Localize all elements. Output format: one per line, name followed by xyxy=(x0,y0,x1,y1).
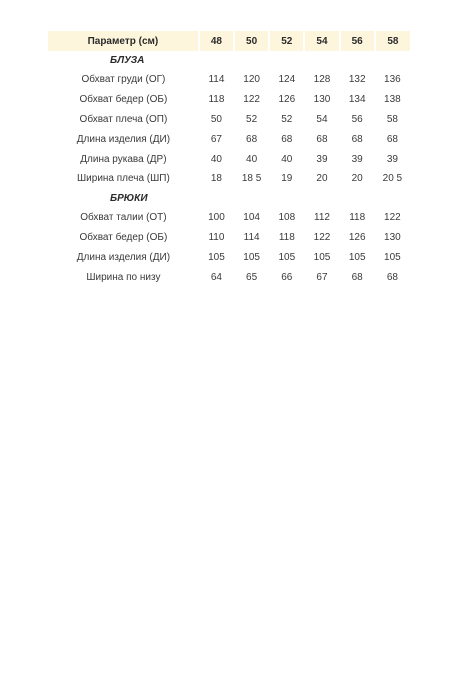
size-value-cell: 122 xyxy=(243,94,260,106)
size-chart-header xyxy=(48,31,410,51)
param-label: Длина изделия (ДИ) xyxy=(76,133,171,145)
size-value-cell: 20 xyxy=(351,173,363,185)
size-value-cell: 118 xyxy=(278,231,295,243)
table-row xyxy=(48,90,410,110)
size-value-cell: 68 xyxy=(351,271,363,283)
section-title: БРЮКИ xyxy=(110,192,148,204)
section-row xyxy=(48,189,410,208)
size-value-cell: 39 xyxy=(386,153,398,165)
table-row xyxy=(48,149,410,169)
size-value-cell: 126 xyxy=(348,231,366,243)
size-value-cell: 105 xyxy=(278,251,296,263)
size-value-cell: 20 xyxy=(316,173,328,185)
param-label: Ширина по низу xyxy=(86,271,161,283)
size-value-cell: 128 xyxy=(313,74,331,86)
section-row xyxy=(48,51,410,70)
table-row xyxy=(48,110,410,130)
size-value-cell: 130 xyxy=(313,94,331,106)
size-value-cell: 39 xyxy=(351,153,363,165)
size-value-cell: 68 xyxy=(316,133,328,145)
size-value-cell: 58 xyxy=(386,113,398,125)
header-row xyxy=(48,31,410,51)
size-value-cell: 108 xyxy=(278,212,296,224)
size-column-header: 52 xyxy=(269,31,304,51)
size-value-cell: 40 xyxy=(281,153,293,165)
size-value-cell: 105 xyxy=(348,251,366,263)
size-value-cell: 67 xyxy=(210,133,222,145)
size-value-cell: 64 xyxy=(210,271,222,283)
param-label: Длина изделия (ДИ) xyxy=(76,251,171,263)
size-value-cell: 105 xyxy=(313,251,331,263)
size-value-cell: 112 xyxy=(314,212,330,224)
size-column-header: 50 xyxy=(234,31,269,51)
size-value-cell: 68 xyxy=(351,133,363,145)
size-value-cell: 134 xyxy=(348,94,366,106)
table-row xyxy=(48,208,410,228)
size-value-cell: 20 5 xyxy=(382,173,403,185)
size-value-cell: 122 xyxy=(313,231,331,243)
table-row xyxy=(48,70,410,90)
section-title: БЛУЗА xyxy=(110,55,145,66)
size-value-cell: 136 xyxy=(384,74,401,86)
size-value-cell: 56 xyxy=(351,113,363,125)
param-label: Обхват бедер (ОБ) xyxy=(79,94,168,106)
size-value-cell: 54 xyxy=(316,113,328,125)
table-row xyxy=(48,247,410,267)
param-label: Ширина плеча (ШП) xyxy=(77,173,170,185)
table-row xyxy=(48,267,410,287)
param-label: Обхват груди (ОГ) xyxy=(81,74,166,86)
size-value-cell: 122 xyxy=(384,212,401,224)
size-column-header: 56 xyxy=(340,31,375,51)
size-value-cell: 65 xyxy=(246,271,258,283)
size-value-cell: 126 xyxy=(278,94,296,106)
size-value-cell: 105 xyxy=(384,251,401,263)
table-row xyxy=(48,169,410,189)
size-value-cell: 118 xyxy=(349,212,366,224)
size-value-cell: 68 xyxy=(386,133,398,145)
size-value-cell: 40 xyxy=(210,153,222,165)
size-value-cell: 105 xyxy=(243,251,260,263)
size-value-cell: 110 xyxy=(208,231,225,243)
size-value-cell: 68 xyxy=(281,133,293,145)
size-value-cell: 100 xyxy=(208,212,225,224)
size-value-cell: 40 xyxy=(246,153,258,165)
size-value-cell: 39 xyxy=(316,153,328,165)
size-value-cell: 118 xyxy=(208,94,225,106)
size-value-cell: 105 xyxy=(208,251,225,263)
size-value-cell: 130 xyxy=(384,231,401,243)
size-column-header: 54 xyxy=(304,31,339,51)
size-column-header: 58 xyxy=(375,31,410,51)
size-value-cell: 138 xyxy=(384,94,401,106)
size-value-cell: 124 xyxy=(278,74,296,86)
table-row xyxy=(48,228,410,248)
size-value-cell: 52 xyxy=(281,113,293,125)
size-value-cell: 18 5 xyxy=(241,173,262,185)
size-value-cell: 114 xyxy=(243,231,260,243)
size-chart-table xyxy=(48,31,410,287)
param-label: Обхват плеча (ОП) xyxy=(79,113,168,125)
size-value-cell: 104 xyxy=(243,212,260,224)
size-value-cell: 19 xyxy=(281,173,293,185)
size-value-cell: 52 xyxy=(246,113,258,125)
size-value-cell: 67 xyxy=(316,271,328,283)
size-column-header: 48 xyxy=(199,31,234,51)
size-value-cell: 120 xyxy=(243,74,260,86)
table-row xyxy=(48,129,410,149)
size-chart-body xyxy=(48,51,410,287)
size-value-cell: 68 xyxy=(386,271,398,283)
size-value-cell: 68 xyxy=(246,133,258,145)
size-value-cell: 132 xyxy=(348,74,366,86)
size-value-cell: 66 xyxy=(281,271,293,283)
param-label: Обхват бедер (ОБ) xyxy=(79,231,168,243)
param-label: Длина рукава (ДР) xyxy=(80,153,167,165)
size-value-cell: 114 xyxy=(208,74,225,86)
size-value-cell: 18 xyxy=(210,173,222,185)
param-label: Обхват талии (ОТ) xyxy=(80,212,167,224)
size-value-cell: 50 xyxy=(210,113,222,125)
param-column-header: Параметр (см) xyxy=(48,31,199,51)
